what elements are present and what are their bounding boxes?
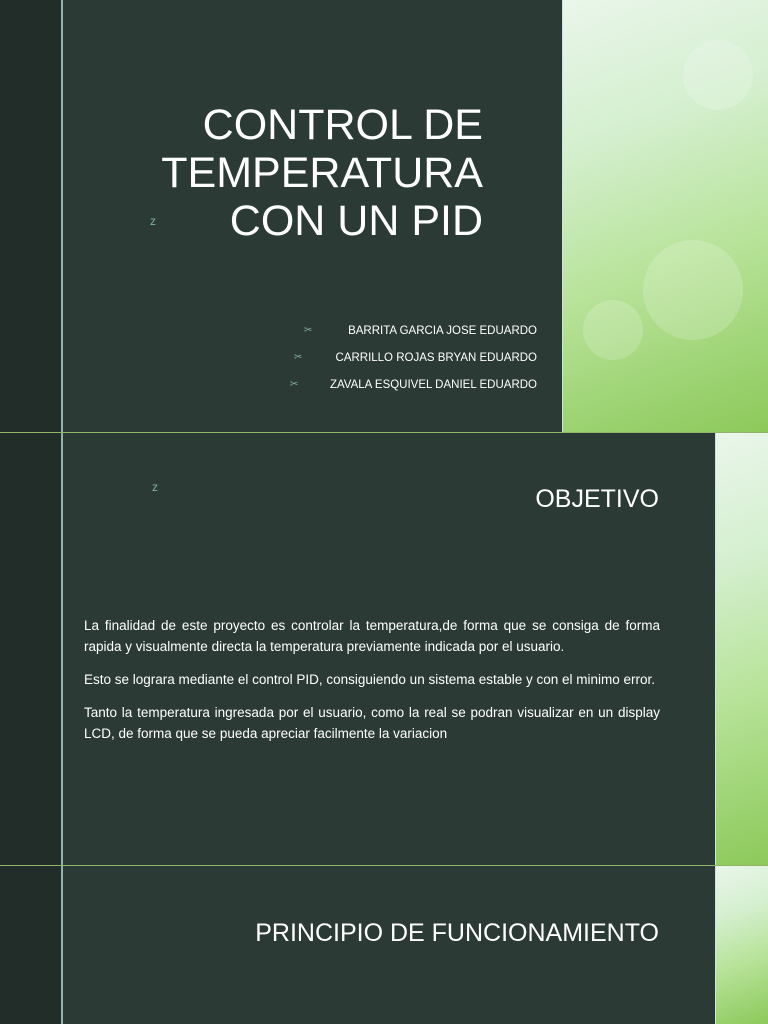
accent-line [61,0,63,432]
body-paragraph: La finalidad de este proyecto es controlar la temperatura,de forma que se consiga de forma rapida y visualmente directa la temperatura previamente indicada por el usuario. [84,618,660,654]
green-decor-panel [716,433,768,865]
accent-line [61,866,63,1024]
title-line: CONTROL DE [202,101,483,149]
accent-line [61,433,63,865]
decor-bubble [583,300,643,360]
body-paragraph: Esto se lograra mediante el control PID, consiguiendo un sistema estable y con el minimo error. [84,672,656,687]
left-bar [0,866,61,1024]
principle-slide[interactable] [0,866,768,1024]
left-bar [0,0,61,432]
section-heading: OBJETIVO [535,485,659,513]
decor-bubble [683,40,753,110]
scissors-icon: ✂ [290,379,299,390]
section-heading: PRINCIPIO DE FUNCIONAMIENTO [255,919,659,947]
author-name: CARRILLO ROJAS BRYAN EDUARDO [335,352,537,364]
title-line: CON UN PID [229,197,483,245]
logo-mark: z [150,214,156,228]
body-paragraph: Tanto la temperatura ingresada por el usuario, como la real se podran visualizar en un display LCD, de forma que se pueda apreciar facilmente la variacion [84,705,660,741]
green-decor-panel [716,866,768,1024]
slide-title [161,101,483,245]
logo-mark: z [152,480,158,494]
author-name: ZAVALA ESQUIVEL DANIEL EDUARDO [329,379,537,391]
decor-bubble [643,240,743,340]
green-decor-panel [563,0,768,432]
left-bar [0,433,61,865]
objective-body [84,615,660,756]
scissors-icon: ✂ [304,325,313,336]
objective-slide[interactable] [0,433,768,865]
author-name: BARRITA GARCIA JOSE EDUARDO [348,325,537,337]
title-slide[interactable] [0,0,768,432]
scissors-icon: ✂ [294,352,303,363]
title-line: TEMPERATURA [161,149,483,197]
